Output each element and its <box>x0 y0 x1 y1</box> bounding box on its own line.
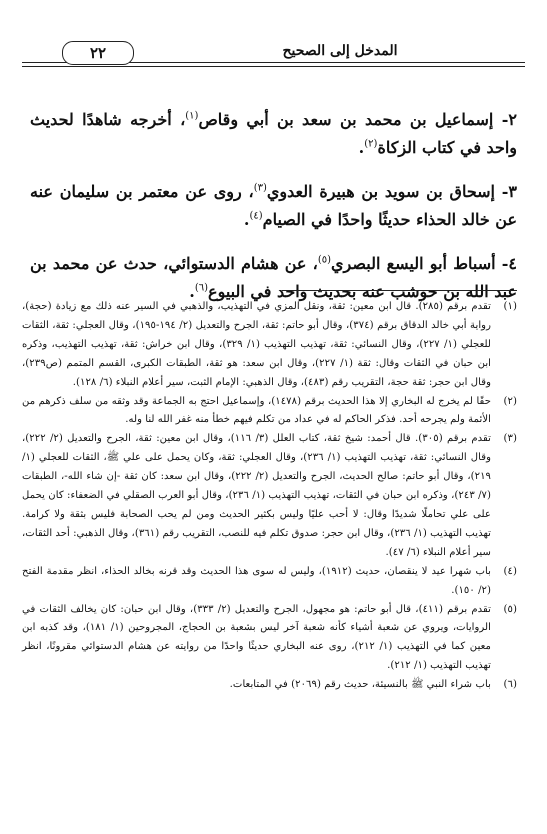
footnote-4 <box>22 563 517 601</box>
footnote-3 <box>22 430 517 562</box>
footnote-text: تقدم برقم (٢٨٥). قال ابن معين: ثقة، ونقل المزي في التهذيب، والذهبي في السير عنه ذلك مع زيادة (حجة)، رواية أبي خالد الدقاق برقم (٣٧٤)، وقال أبو حاتم: ثقة، الجرح والتعديل (٢/ ١٩٤-١٩٥)، وقال العجلي: ثقة، الثقات للعجلي (١/ ٢٢٧)، وقال النسائي: ثقة، تهذيب التهذيب (١/ ٣٢٩)، وقال ابن خراش: ثقة، تهذيب التهذيب، وذكره ابن حبان في الثقات وقال: ثقة (١/ ٢٢٧)، وقال ابن سعد: هو ثقة، الطبقات الكبرى، القسم المتمم (ص٢٣٩)، وقال ابن حجر: ثقة حجة، التقريب رقم (٤٨٣)، وقال الذهبي: الإمام الثبت، سير أعلام النبلاء (٦/ ١٢٨). <box>22 301 492 388</box>
header-rule-thin <box>22 66 525 67</box>
main-text <box>30 90 517 315</box>
footnote-2 <box>22 393 517 431</box>
footnote-text: باب شهرا عيد لا ينقصان، حديث (١٩١٢)، وليس له سوى هذا الحديث وقد قرنه بخالد الحذاء، انظر مقدمة الفتح (٢/ ١٥٠). <box>22 565 492 596</box>
footnote-number: (٣) <box>503 433 517 445</box>
footnote-ref[interactable]: (٣) <box>253 182 267 194</box>
footnote-number: (١) <box>503 301 517 312</box>
footnote-ref[interactable]: (٢) <box>364 138 378 150</box>
footnote-1 <box>22 298 517 393</box>
footnote-text: تقدم برقم (٤١١)، قال أبو حاتم: هو مجهول، الجرح والتعديل (٢/ ٣٣٣)، وقال ابن حبان: كان يخالف الثقات في الروايات، ويروي عن شعبة أشياء كأنه شعبة آخر ليس بشعبة بن الحجاج، المجروحين (١/ ١٨١)، وقد كذبه ابن معين كما في التهذيب (١/ ٢١٢)، روى عنه البخاري حديثًا واحدًا من روايته عن هشام الدستوائي مقرونًا، انظر تهذيب التهذيب (١/ ٢١٢). <box>22 603 492 672</box>
footnote-5 <box>22 601 517 677</box>
footnote-number: (٦) <box>503 679 517 691</box>
narrator-entry-3: ٣- إسحاق بن سويد بن هبيرة العدوي$^{(٣)}$، روى عن معتمر بن سليمان عنه عن خالد الحذاء حديثًا واحدًا في الصيام$^{(٤)}$. <box>30 182 518 229</box>
footnote-number: (٢) <box>503 395 517 407</box>
page-header <box>22 41 525 67</box>
page-number: ٢٢ <box>62 41 134 65</box>
footnote-ref[interactable]: (٦) <box>194 282 209 294</box>
narrator-entry-4: ٤- أسباط أبو اليسع البصري$^{(٥)}$، عن هشام الدستوائي، حدث عن محمد بن عبد الله بن حوشب عنه بحديث واحد في البيوع$^{(٦)}$. <box>30 254 517 301</box>
footnote-separator <box>282 290 517 291</box>
footnote-text: تقدم برقم (٣٠٥). قال أحمد: شيخ ثقة، كتاب العلل (٣/ ١١٦)، وقال ابن معين: ثقة، الجرح والتعديل (٢/ ٢٢٢)، وقال النسائي: ثقة، تهذيب التهذيب (١/ ٢٣٦)، وقال العجلي: ثقة، وكان يحمل على علي ﷺ، الثقات للعجلي (١/ ٢١٩)، وقال أبو حاتم: صالح الحديث، الجرح والتعديل (٢/ ٢٢٢)، وقال ابن سعد: كان ثقة -إن شاء الله-، الطبقات (٧/ ٢٤٣)، وذكره ابن حبان في الثقات، تهذيب التهذيب (١/ ٢٣٦)، وقال أبو العرب الصقلي في الضعفاء: كان يحمل على علي تحاملًا شديدًا وقال: لا أحب عليًا وليس بكثير الحديث ومن لم يحب الصحابة فليس بثقة ولا كرامة. تهذيب التهذيب (١/ ٢٣٦)، وقال ابن حجر: صدوق تكلم فيه للنصب، التقريب رقم (٣٦١)، وقال الذهبي: أحد الثقات، سير أعلام النبلاء (٦/ ٤٧). <box>22 433 492 558</box>
footnote-number: (٥) <box>503 603 517 615</box>
footnotes <box>22 298 517 695</box>
footnote-text: باب شراء النبي ﷺ بالنسيئة، حديث رقم (٢٠٦٩) في المتابعات. <box>229 679 491 691</box>
footnote-ref[interactable]: (١) <box>185 110 199 122</box>
footnote-text: حقًا لم يخرج له البخاري إلا هذا الحديث برقم (١٤٧٨)، وإسماعيل احتج به الجماعة وقد وثقه من سلف ذكرهم من الأئمة ولم يجرحه أحد. فذكر الحاكم له في عداد من تكلم فيهم خطأ منه غفر الله لنا وله. <box>22 395 491 426</box>
footnote-6 <box>22 676 517 695</box>
running-title: المدخل إلى الصحيح <box>282 43 398 59</box>
footnote-number: (٤) <box>503 565 517 577</box>
footnote-ref[interactable]: (٤) <box>249 210 263 222</box>
narrator-entry-2: ٢- إسماعيل بن محمد بن سعد بن أبي وقاص$^{(١)}$، أخرجه شاهدًا لحديث واحد في كتاب الزكاة$^{(٢)}$. <box>30 110 517 157</box>
footnote-ref[interactable]: (٥) <box>317 254 332 266</box>
